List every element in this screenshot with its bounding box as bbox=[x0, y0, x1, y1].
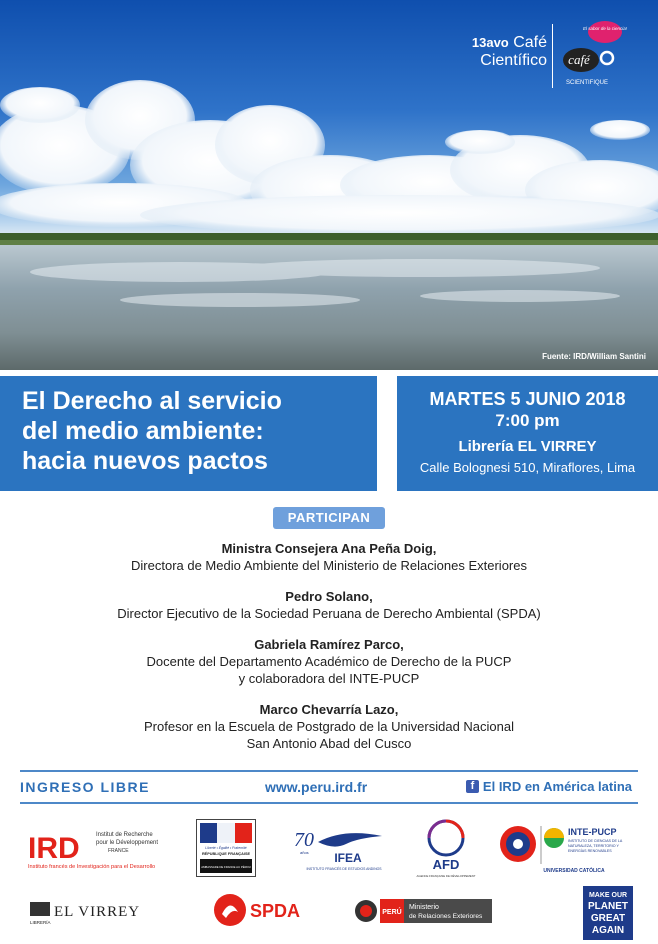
participant-name: Ministra Consejera Ana Peña Doig, bbox=[221, 541, 437, 556]
footer-rule-top bbox=[20, 770, 638, 772]
condor-icon bbox=[318, 833, 382, 846]
participant-role: Director Ejecutivo de la Sociedad Peruana de Derecho Ambiental (SPDA) bbox=[117, 606, 541, 621]
brand-divider bbox=[552, 24, 553, 88]
inte-line-2: NATURALEZA, TERRITORIO Y bbox=[568, 844, 619, 848]
spda-name: SPDA bbox=[250, 901, 301, 921]
facebook-label: El IRD en América latina bbox=[482, 779, 632, 794]
participant-role: Docente del Departamento Académico de Derecho de la PUCP bbox=[146, 654, 512, 669]
event-address: Calle Bolognesi 510, Miraflores, Lima bbox=[419, 460, 636, 475]
event-date: MARTES 5 JUNIO 2018 bbox=[429, 389, 626, 409]
participant-role: y colaboradora del INTE-PUCP bbox=[238, 671, 420, 686]
participant-item bbox=[0, 540, 658, 574]
event-venue: Librería EL VIRREY bbox=[458, 438, 597, 455]
planet-line-2: PLANET bbox=[588, 901, 628, 912]
participant-name: Pedro Solano, bbox=[285, 589, 373, 604]
photo-credit: Fuente: IRD/William Santini bbox=[542, 352, 646, 361]
ird-line-3: FRANCE bbox=[108, 848, 129, 854]
participant-role: Profesor en la Escuela de Postgrado de la Universidad Nacional bbox=[144, 719, 514, 734]
series-word-2: Científico bbox=[480, 52, 547, 69]
title-line-3: hacia nuevos pactos bbox=[22, 447, 268, 475]
ird-logo bbox=[28, 826, 168, 870]
ifea-name: IFEA bbox=[334, 851, 362, 865]
ird-line-4: Instituto francés de Investigación para el Desarrollo bbox=[28, 864, 156, 870]
event-title-box bbox=[0, 376, 377, 491]
ambassade-france-logo bbox=[196, 819, 256, 877]
footer-rule-bottom bbox=[20, 802, 638, 804]
elvirrey-sub: LIBRERÍA bbox=[30, 920, 51, 925]
ifea-line: INSTITUTO FRANCÉS DE ESTUDIOS ANDINOS bbox=[306, 867, 382, 871]
peru-line-1: Ministerio bbox=[409, 904, 439, 911]
inte-line-3: ENERGÍAS RENOVABLES bbox=[568, 849, 612, 853]
cafe-scientifique-logo bbox=[557, 20, 628, 90]
afd-logo bbox=[416, 818, 476, 884]
logo-word: café bbox=[568, 52, 590, 67]
elvirrey-name: EL VIRREY bbox=[54, 904, 141, 920]
ifea-years-label: años bbox=[300, 850, 309, 855]
footer-info-row bbox=[20, 779, 638, 797]
participant-role: Directora de Medio Ambiente del Ministerio de Relaciones Exteriores bbox=[131, 558, 527, 573]
inte-university: UNIVERSIDAD CATÓLICA bbox=[543, 868, 605, 874]
planet-line-3: GREAT bbox=[590, 913, 626, 924]
participants-list bbox=[0, 540, 658, 766]
ird-mark: IRD bbox=[28, 832, 80, 865]
ambassade-line-1: Liberté • Égalité • Fraternité bbox=[205, 846, 247, 850]
edition-label: 13avo bbox=[471, 35, 509, 50]
title-line-2: del medio ambiente: bbox=[22, 417, 264, 445]
ambassade-line-2: RÉPUBLIQUE FRANÇAISE bbox=[201, 852, 251, 856]
free-entry-label: INGRESO LIBRE bbox=[20, 779, 150, 795]
ird-line-2: pour le Développement bbox=[96, 840, 159, 846]
participant-item bbox=[0, 701, 658, 752]
logo-tagline: El sabor de la ciencia! bbox=[582, 26, 628, 31]
series-word-1: Café bbox=[513, 34, 547, 51]
logo-sub: SCIENTIFIQUE bbox=[565, 80, 609, 86]
ifea-logo bbox=[294, 824, 386, 874]
facebook-icon: f bbox=[466, 780, 479, 793]
event-time: 7:00 pm bbox=[495, 411, 560, 430]
peru-country: PERÚ bbox=[382, 909, 402, 916]
el-virrey-logo bbox=[30, 898, 154, 926]
participants-label: PARTICIPAN bbox=[273, 507, 385, 529]
inte-name: INTE-PUCP bbox=[568, 827, 617, 837]
facebook-link[interactable] bbox=[466, 779, 632, 794]
participant-role: San Antonio Abad del Cusco bbox=[246, 736, 412, 751]
ifea-years: 70 bbox=[294, 829, 314, 851]
make-our-planet-great-again-logo bbox=[583, 886, 633, 940]
title-line-1: El Derecho al servicio bbox=[22, 387, 282, 415]
participant-name: Marco Chevarría Lazo, bbox=[259, 702, 399, 717]
ambassade-line-3: AMBASSADE DE FRANCE AU PÉROU bbox=[201, 865, 251, 869]
planet-line-1: MAKE OUR bbox=[588, 892, 628, 899]
event-schedule-box bbox=[397, 376, 658, 491]
inte-pucp-logo bbox=[498, 822, 632, 876]
peru-line-2: de Relaciones Exteriores bbox=[409, 913, 483, 920]
cafe-cientifico-brand bbox=[452, 34, 547, 70]
inte-line-1: INSTITUTO DE CIENCIAS DE LA bbox=[568, 839, 623, 843]
ird-line-1: Institut de Recherche bbox=[96, 832, 153, 838]
participant-item bbox=[0, 636, 658, 687]
afd-name: AFD bbox=[432, 857, 460, 872]
website-link[interactable]: www.peru.ird.fr bbox=[265, 779, 368, 795]
participant-name: Gabriela Ramírez Parco, bbox=[254, 637, 404, 652]
peru-ministry-logo bbox=[354, 897, 492, 925]
planet-line-4: AGAIN bbox=[591, 925, 625, 936]
participant-item bbox=[0, 588, 658, 622]
afd-line: AGENCE FRANÇAISE DE DÉVELOPPEMENT bbox=[416, 874, 476, 878]
spda-logo bbox=[212, 892, 308, 928]
